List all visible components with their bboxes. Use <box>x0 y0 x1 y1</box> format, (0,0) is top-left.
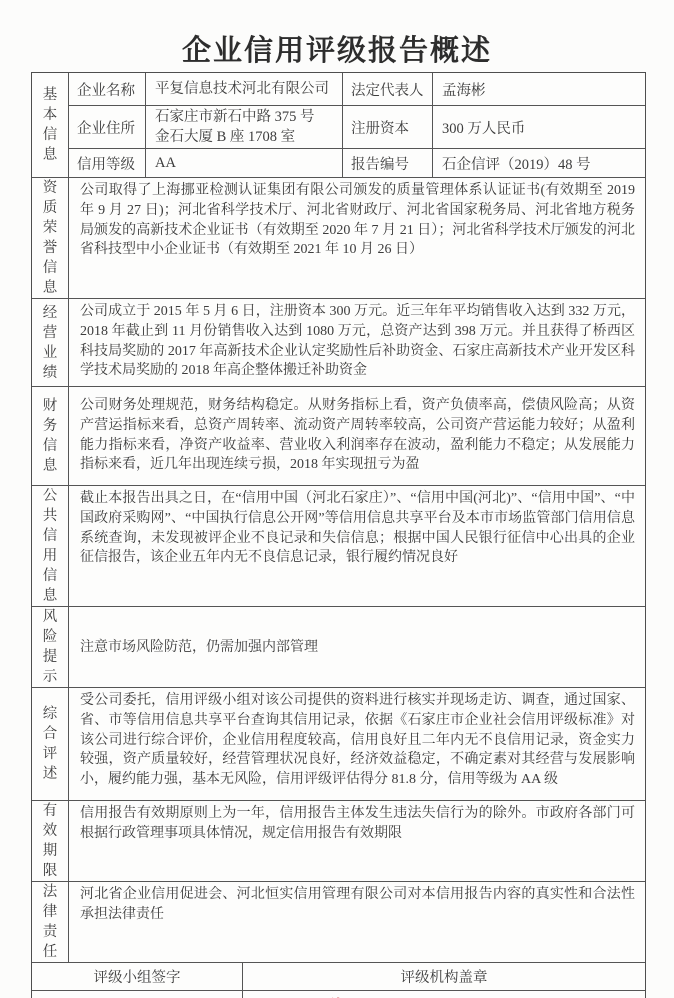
section-text: 截止本报告出具之日，在“信用中国（河北石家庄）”、“信用中国(河北)”、“信用中国”、“中国政府采购网”、“中国执行信息公开网”等信用信息共享平台及本市市场监管部门信用信息系统查询，未发现被评企业不良记录和失信信息；根据中国人民银行征信中心出具的企业征信报告，该企业五年内无不良信息记录，银行履约情况良好 <box>80 491 635 566</box>
section-text: 公司财务处理规范，财务结构稳定。从财务指标上看，资产负债率高，偿债风险高；从资产营运指标来看，总资产周转率、流动资产周转率较高，公司资产营运能力较好；从盈利能力指标来看，净资产收益率、营业收入利润率存在波动，盈利能力不稳定；从发展能力指标来看，近几年出现连续亏损，2018 年实现扭亏为盈 <box>80 398 635 473</box>
field-value-company-name: 平复信息技术河北有限公司 <box>146 73 343 105</box>
report-table <box>31 72 646 998</box>
section-row-validity-period <box>32 801 645 882</box>
sign-header-left: 评级小组签字 <box>32 963 243 990</box>
field-value-legal-rep: 孟海彬 <box>442 82 486 99</box>
field-label-credit-grade: 信用等级 <box>69 149 146 177</box>
field-value-company-address <box>146 106 343 148</box>
page-title: 企业信用评级报告概述 <box>181 35 492 67</box>
field-label-company-name: 企业名称 <box>69 73 146 105</box>
field-label-company-address: 企业住所 <box>69 106 146 148</box>
section-label-basic-info: 基本信息 <box>32 73 69 177</box>
signature-header-row <box>32 963 645 991</box>
section-label: 综合评述 <box>32 688 69 800</box>
section-row-public-credit-info <box>32 486 645 607</box>
field-label-legal-rep: 法定代表人 <box>343 73 433 105</box>
section-label: 资质荣誉信息 <box>32 178 69 298</box>
section-row-business-performance <box>32 299 645 387</box>
section-row-risk-warning <box>32 607 645 688</box>
field-value-registered-capital: 300 万人民币 <box>442 120 526 137</box>
table-row <box>69 106 645 149</box>
section-label: 有效期限 <box>32 801 69 881</box>
section-text: 信用报告有效期原则上为一年，信用报告主体发生违法失信行为的除外。市政府各部门可根据行政管理事项具体情况，规定信用报告有效期限 <box>80 806 635 841</box>
field-value-credit-grade: AA <box>146 149 343 177</box>
section-label: 经营业绩 <box>32 299 69 386</box>
field-label-report-number: 报告编号 <box>343 149 433 177</box>
section-label: 财务信息 <box>32 387 69 485</box>
address-line-2: 金石大厦 B 座 1708 室 <box>155 129 296 145</box>
section-text: 受公司委托，信用评级小组对该公司提供的资料进行核实并现场走访、调查，通过国家、省、市等信用信息共享平台查询其信用记录，依据《石家庄市企业社会信用评级标准》对该公司进行综合评价，企业信用程度较高，信用良好且二年内无不良信用记录，资金实力较强，资产质量较好，经营管理状况良好，经济效益稳定，不确定素对其经营与发展影响小，履约能力强，基本无风险，信用评级评估得分 81.8 分，信用等级为 AA 级 <box>80 693 635 788</box>
section-row-legal-liability <box>32 882 645 963</box>
field-value-report-number: 石企信评（2019）48 号 <box>442 156 591 173</box>
org2-seal-stamp <box>469 993 659 998</box>
section-label: 法律责任 <box>32 882 69 962</box>
section-label: 公共信用信息 <box>32 486 69 606</box>
signature-stamp-row <box>32 991 645 998</box>
stamp-header-right: 评级机构盖章 <box>400 970 488 986</box>
basic-info-rows <box>69 73 645 177</box>
section-row-qualification-honor <box>32 178 645 299</box>
field-label-registered-capital: 注册资本 <box>343 106 433 148</box>
svg-text:河北恒实信用管理有限公司 <box>470 993 649 998</box>
section-row-comprehensive-review <box>32 688 645 801</box>
section-row-financial-info <box>32 387 645 486</box>
section-label: 风险提示 <box>32 607 69 687</box>
stamp2-ring-text <box>470 993 649 998</box>
org-stamp-cell <box>243 991 645 998</box>
leader-signature-cell <box>32 991 243 998</box>
section-text: 注意市场风险防范，仍需加强内部管理 <box>80 639 318 655</box>
section-text: 河北省企业信用促进会、河北恒实信用管理有限公司对本信用报告内容的真实性和合法性承担法律责任 <box>80 887 635 922</box>
section-text: 公司成立于 2015 年 5 月 6 日，注册资本 300 万元。近三年年平均销售收入达到 332 万元，2018 年截止到 11 月份销售收入达到 1080 万元，总资产达到 398 万元。并且获得了桥西区科技局奖励的 2017 年高新技术企业认定奖励性后补助资金、石家庄高新技术产业开发区科学技术局奖励的 2018 年高企整体搬迁补助资金 <box>80 304 635 379</box>
section-text: 公司取得了上海挪亚检测认证集团有限公司颁发的质量管理体系认证证书(有效期至 2019 年 9 月 27 日)；河北省科学技术厅、河北省财政厅、河北省国家税务局、河北省地方税务局颁发的高新技术企业证书（有效期至 2020 年 7 月 21 日）；河北省科学技术厅颁发的河北省科技型中小企业证书（有效期至 2021 年 10 月 26 日） <box>80 183 635 258</box>
basic-info-section <box>32 73 645 178</box>
table-row <box>69 149 645 177</box>
address-line-1: 石家庄市新石中路 375 号 <box>155 109 315 125</box>
table-row <box>69 73 645 106</box>
